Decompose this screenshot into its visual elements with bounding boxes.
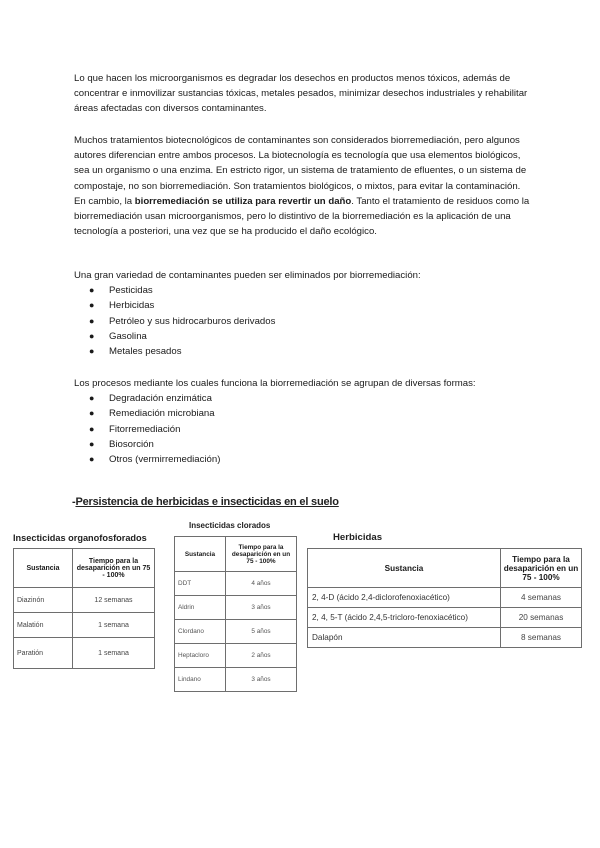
substance-cell: DDT xyxy=(175,572,226,596)
substance-cell: 2, 4, 5-T (ácido 2,4,5-tricloro-fenoxiacético) xyxy=(308,608,501,628)
time-cell: 3 años xyxy=(226,596,297,620)
paragraph-text-start: Muchos tratamientos biotecnológicos de contaminantes son considerados biorremediación, pero algunos autores diferencian entre ambos procesos. La biotecnología es tecnología que usa elementos biológicos, sea un organismo o una enzima. En estricto rigor, un sistema de tratamiento de efluentes, o un sistema de compostaje, no son biorremediación. Son tratamientos biológicos, o mixtos, para evitar la contaminación. En cambio, la xyxy=(74,135,527,207)
substance-cell: Paratión xyxy=(14,638,73,669)
organophosphate-table xyxy=(13,548,155,669)
time-cell: 2 años xyxy=(226,644,297,668)
section-heading xyxy=(72,496,339,508)
table-row xyxy=(14,588,155,613)
bullet-icon: ● xyxy=(89,315,95,326)
paragraph-text: Lo que hacen los microorganismos es degradar los desechos en productos menos tóxicos, además de concentrar e inmovilizar sustancias tóxicas, metales pesados, minimizar desechos industriales y rehabilitar áreas afectadas con diversos contaminantes. xyxy=(74,73,528,115)
table-header-row xyxy=(308,549,582,588)
substance-cell: Malatión xyxy=(14,613,73,638)
paragraph-text xyxy=(74,133,534,239)
table-row xyxy=(175,620,297,644)
bullet-icon: ● xyxy=(89,423,95,434)
list-item xyxy=(74,406,534,421)
list-item-label: Herbicidas xyxy=(109,300,155,312)
time-cell: 12 semanas xyxy=(73,588,155,613)
table-row xyxy=(14,613,155,638)
time-cell: 8 semanas xyxy=(501,628,582,648)
table-header-row xyxy=(14,549,155,588)
substance-cell: Lindano xyxy=(175,668,226,692)
time-cell: 3 años xyxy=(226,668,297,692)
time-cell: 4 años xyxy=(226,572,297,596)
time-cell: 5 años xyxy=(226,620,297,644)
list-item xyxy=(74,329,534,344)
list-item xyxy=(74,344,534,359)
table-row xyxy=(14,638,155,669)
time-cell: 4 semanas xyxy=(501,588,582,608)
list-item xyxy=(74,437,534,452)
intro-paragraph xyxy=(74,71,534,117)
column-header: Tiempo para la desaparición en un 75 - 100% xyxy=(226,537,297,572)
table-header-row xyxy=(175,537,297,572)
list-item-label: Otros (vermirremediación) xyxy=(109,453,221,465)
biotech-paragraph xyxy=(74,133,534,239)
bullet-icon: ● xyxy=(89,438,95,449)
column-header: Tiempo para la desaparición en un 75 - 100% xyxy=(501,549,582,588)
table-row xyxy=(175,572,297,596)
table-row xyxy=(308,588,582,608)
time-cell: 1 semana xyxy=(73,638,155,669)
substance-cell: Heptacloro xyxy=(175,644,226,668)
list-item xyxy=(74,452,534,467)
substance-cell: Diazinón xyxy=(14,588,73,613)
bullet-icon: ● xyxy=(89,300,95,311)
table-row xyxy=(308,628,582,648)
list-item xyxy=(74,391,534,406)
substance-cell: 2, 4-D (ácido 2,4-diclorofenoxiacético) xyxy=(308,588,501,608)
contaminants-list xyxy=(74,283,534,359)
list-intro: Una gran variedad de contaminantes pueden ser eliminados por biorremediación: xyxy=(74,270,421,281)
bullet-icon: ● xyxy=(89,393,95,404)
list-item-label: Fitorremediación xyxy=(109,423,181,435)
list-item-label: Gasolina xyxy=(109,330,147,342)
column-header: Tiempo para la desaparición en un 75 - 100% xyxy=(73,549,155,588)
chlorinated-table xyxy=(174,536,297,692)
processes-list xyxy=(74,391,534,467)
list-item-label: Degradación enzimática xyxy=(109,393,212,405)
column-header: Sustancia xyxy=(175,537,226,572)
substance-cell: Clordano xyxy=(175,620,226,644)
processes-section xyxy=(74,376,534,467)
substance-cell: Dalapón xyxy=(308,628,501,648)
list-item-label: Pesticidas xyxy=(109,285,153,297)
list-item-label: Biosorción xyxy=(109,438,154,450)
list-item xyxy=(74,298,534,313)
heading-text: Persistencia de herbicidas e insecticidas en el suelo xyxy=(75,496,339,508)
table-row xyxy=(175,596,297,620)
list-item xyxy=(74,314,534,329)
bullet-icon: ● xyxy=(89,345,95,356)
chlorinated-table-caption: Insecticidas clorados xyxy=(189,521,271,530)
column-header: Sustancia xyxy=(14,549,73,588)
list-intro: Los procesos mediante los cuales funciona la biorremediación se agrupan de diversas formas: xyxy=(74,378,476,389)
herbicides-table xyxy=(307,548,582,648)
bullet-icon: ● xyxy=(89,453,95,464)
list-item-label: Remediación microbiana xyxy=(109,408,215,420)
list-item-label: Petróleo y sus hidrocarburos derivados xyxy=(109,315,276,327)
list-item-label: Metales pesados xyxy=(109,345,182,357)
contaminants-section xyxy=(74,268,534,359)
time-cell: 20 semanas xyxy=(501,608,582,628)
time-cell: 1 semana xyxy=(73,613,155,638)
bold-phrase: biorremediación se utiliza para revertir un daño xyxy=(134,195,352,207)
table-row xyxy=(175,668,297,692)
organophosphate-table-caption: Insecticidas organofosforados xyxy=(13,533,147,543)
heading-prefix: - xyxy=(72,496,76,508)
table-row xyxy=(175,644,297,668)
column-header: Sustancia xyxy=(308,549,501,588)
list-item xyxy=(74,422,534,437)
bullet-icon: ● xyxy=(89,330,95,341)
table-row xyxy=(308,608,582,628)
paragraph-text-end: . Tanto el tratamiento de residuos como la biorremediación usan microorganismos, pero lo distintivo de la biorremediación es la aplicación de una tecnología a posteriori, una vez que se ha producido el daño ecológico. xyxy=(74,195,530,238)
herbicides-table-caption: Herbicidas xyxy=(333,532,383,543)
bullet-icon: ● xyxy=(89,408,95,419)
bullet-icon: ● xyxy=(89,285,95,296)
substance-cell: Aldrin xyxy=(175,596,226,620)
list-item xyxy=(74,283,534,298)
